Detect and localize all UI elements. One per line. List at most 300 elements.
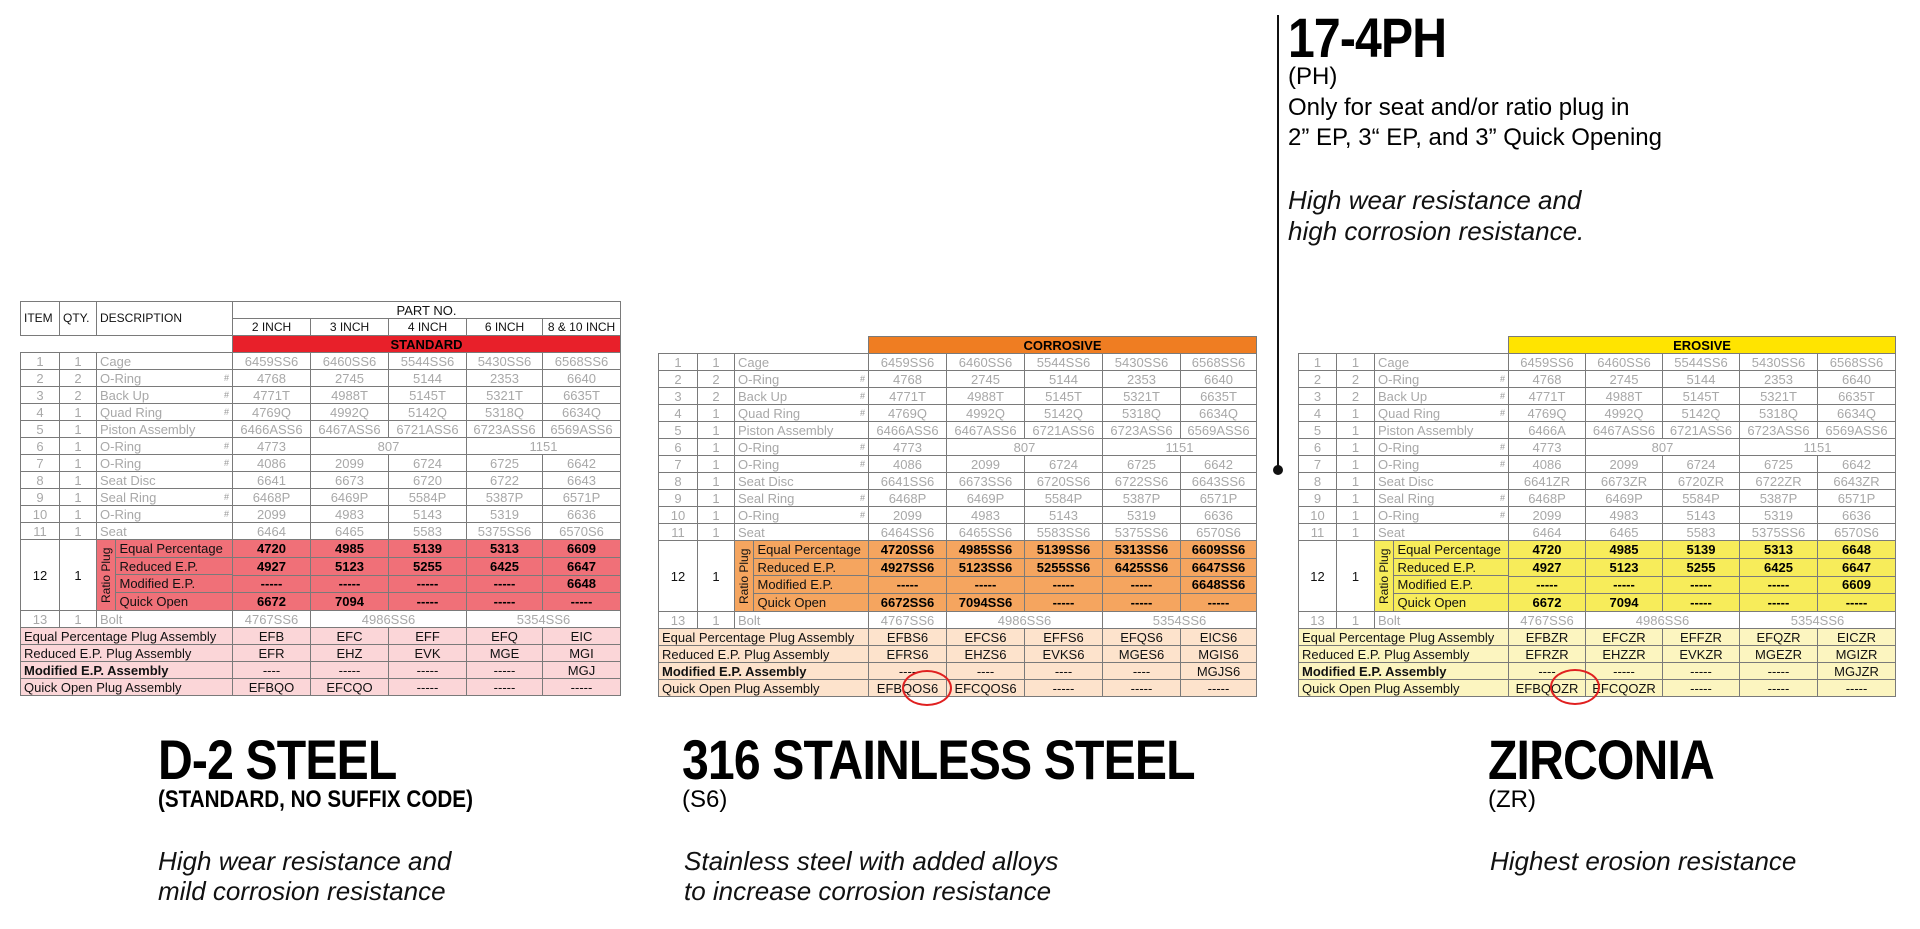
assembly-code: MGJS6 xyxy=(1181,663,1257,680)
part-description-label: Seat Disc xyxy=(100,472,156,488)
item-number: 8 xyxy=(1299,473,1337,490)
part-description-label: Seat Disc xyxy=(1378,473,1434,489)
assembly-row xyxy=(21,662,621,679)
quantity: 1 xyxy=(1337,541,1375,612)
part-number: 4992Q xyxy=(1586,405,1663,422)
part-number: 6459SS6 xyxy=(1509,354,1586,371)
part-number: 5583 xyxy=(389,523,467,540)
table-row xyxy=(21,404,621,421)
part-number: 4773 xyxy=(1509,439,1586,456)
part-number: 6635T xyxy=(1181,388,1257,405)
part-number: 5255 xyxy=(389,557,467,575)
part-number: ----- xyxy=(1509,576,1586,594)
item-number: 10 xyxy=(21,506,60,523)
part-number: 6425 xyxy=(1740,558,1818,576)
assembly-code: EFBQOZR xyxy=(1509,680,1586,697)
assembly-code: ----- xyxy=(1740,663,1818,680)
part-number: 6571P xyxy=(1818,490,1896,507)
table-row xyxy=(1299,388,1896,405)
part-number: 6648 xyxy=(1818,541,1896,559)
header-size: 6 INCH xyxy=(467,319,543,336)
assembly-code: ----- xyxy=(1663,663,1740,680)
ratio-plug-type: Equal Percentage xyxy=(753,541,868,558)
part-number: 6721ASS6 xyxy=(1025,422,1103,439)
part-number: 6721ASS6 xyxy=(389,421,467,438)
part-description-label: Seal Ring xyxy=(1378,490,1435,506)
part-number: ----- xyxy=(1181,594,1257,612)
part-description-label: O-Ring xyxy=(738,507,780,523)
highlight-circle xyxy=(902,670,952,706)
spare-part-marker: # xyxy=(1499,373,1505,384)
assembly-code: EFBZR xyxy=(1509,629,1586,646)
part-number: 4927 xyxy=(1509,558,1586,576)
part-number: 5313SS6 xyxy=(1103,541,1181,559)
table-body xyxy=(659,354,1257,697)
item-number: 11 xyxy=(21,523,60,540)
part-number: 5142Q xyxy=(1025,405,1103,422)
ratio-plug-type: Reduced E.P. xyxy=(115,557,232,575)
item-number: 13 xyxy=(21,611,60,628)
part-number: 5142Q xyxy=(1663,405,1740,422)
part-number: ----- xyxy=(543,593,621,611)
assembly-code: EFCQOZR xyxy=(1586,680,1663,697)
part-description-label: Seat xyxy=(738,524,765,540)
header-item: ITEM xyxy=(21,302,60,336)
part-number: 6609SS6 xyxy=(1181,541,1257,559)
assembly-row xyxy=(1299,663,1896,680)
assembly-code: MGE xyxy=(467,645,543,662)
part-number: 4771T xyxy=(869,388,947,405)
part-number: 6465 xyxy=(1586,524,1663,541)
ratio-plug-type: Equal Percentage xyxy=(1393,541,1508,558)
assembly-code: ---- xyxy=(947,663,1025,680)
table-row xyxy=(1299,456,1896,473)
assembly-code: ----- xyxy=(1025,680,1103,697)
part-number: 6721ASS6 xyxy=(1663,422,1740,439)
quantity: 1 xyxy=(60,455,97,472)
part-number: 2745 xyxy=(311,370,389,387)
quantity: 1 xyxy=(1337,507,1375,524)
table-body xyxy=(1299,354,1896,697)
assembly-code: MGES6 xyxy=(1103,646,1181,663)
ratio-plug-group xyxy=(735,541,869,612)
assembly-label: Equal Percentage Plug Assembly xyxy=(1299,629,1509,646)
assembly-label: Quick Open Plug Assembly xyxy=(659,680,869,697)
table-row xyxy=(659,612,1257,629)
header-size: 4 INCH xyxy=(389,319,467,336)
header-size: 3 INCH xyxy=(311,319,389,336)
quantity: 1 xyxy=(1337,524,1375,541)
part-number: 6720 xyxy=(389,472,467,489)
part-description xyxy=(735,456,869,473)
part-number: ----- xyxy=(233,575,311,593)
part-number: 6571P xyxy=(1181,490,1257,507)
part-number: 5318Q xyxy=(1103,405,1181,422)
part-description xyxy=(97,455,233,472)
part-number: 1151 xyxy=(467,438,621,455)
parts-table-standard xyxy=(20,301,621,696)
part-description-label: Back Up xyxy=(738,388,788,404)
ratio-plug-type: Quick Open xyxy=(1397,595,1467,611)
part-number: 6469P xyxy=(1586,490,1663,507)
part-number: 6643 xyxy=(543,472,621,489)
part-description-label: O-Ring xyxy=(738,371,780,387)
table-row xyxy=(1299,507,1896,524)
part-number: 5255SS6 xyxy=(1025,558,1103,576)
part-description xyxy=(735,439,869,456)
blank-cell xyxy=(698,337,735,354)
spare-part-marker: # xyxy=(223,406,229,417)
zirconia-title: ZIRCONIA xyxy=(1488,728,1714,791)
part-number: 6634Q xyxy=(1181,405,1257,422)
assembly-code: EVKS6 xyxy=(1025,646,1103,663)
part-number: 6643SS6 xyxy=(1181,473,1257,490)
part-number: 6724 xyxy=(1663,456,1740,473)
table-row xyxy=(21,353,621,370)
blank-cell xyxy=(60,336,97,353)
table-row xyxy=(21,455,621,472)
part-description-label: Piston Assembly xyxy=(738,422,834,438)
blank-cell xyxy=(1299,337,1337,354)
part-number: 4769Q xyxy=(1509,405,1586,422)
assembly-row xyxy=(659,629,1257,646)
part-number: 2099 xyxy=(1509,507,1586,524)
part-number: 6568SS6 xyxy=(1181,354,1257,371)
quantity: 1 xyxy=(698,612,735,629)
part-number: 6642 xyxy=(1181,456,1257,473)
part-number: 1151 xyxy=(1740,439,1896,456)
part-number: 6723ASS6 xyxy=(1740,422,1818,439)
part-description xyxy=(735,473,869,490)
assembly-label: Reduced E.P. Plug Assembly xyxy=(21,645,233,662)
part-number: 2745 xyxy=(947,371,1025,388)
item-number: 2 xyxy=(21,370,60,387)
assembly-label: Equal Percentage Plug Assembly xyxy=(659,629,869,646)
part-number: 6465 xyxy=(311,523,389,540)
part-number: 6723ASS6 xyxy=(1103,422,1181,439)
table-row xyxy=(1299,490,1896,507)
part-number: 6464SS6 xyxy=(869,524,947,541)
assembly-code: ---- xyxy=(1103,663,1181,680)
part-number: 4771T xyxy=(1509,388,1586,405)
part-number: 2745 xyxy=(1586,371,1663,388)
part-number: 4988T xyxy=(947,388,1025,405)
item-number: 8 xyxy=(659,473,698,490)
spare-part-marker: # xyxy=(859,509,865,520)
header-description: DESCRIPTION xyxy=(97,302,233,336)
table-row xyxy=(21,421,621,438)
part-number: 6459SS6 xyxy=(869,354,947,371)
part-description-label: O-Ring xyxy=(100,438,142,454)
assembly-code: ----- xyxy=(1181,680,1257,697)
quantity: 1 xyxy=(698,473,735,490)
assembly-code: ---- xyxy=(1025,663,1103,680)
part-number: 6722ZR xyxy=(1740,473,1818,490)
part-number: ----- xyxy=(389,593,467,611)
assembly-code: EFR xyxy=(233,645,311,662)
part-number: ----- xyxy=(1103,594,1181,612)
part-number: 6460SS6 xyxy=(947,354,1025,371)
part-number: 6468P xyxy=(869,490,947,507)
assembly-label: Modified E.P. Assembly xyxy=(659,663,869,680)
part-number: 4720 xyxy=(1509,541,1586,559)
table-row xyxy=(21,506,621,523)
item-number: 8 xyxy=(21,472,60,489)
part-number: 6673SS6 xyxy=(947,473,1025,490)
part-description-label: O-Ring xyxy=(738,439,780,455)
item-number: 4 xyxy=(21,404,60,421)
part-number: 6636 xyxy=(1818,507,1896,524)
ss316-title: 316 STAINLESS STEEL xyxy=(682,728,1195,791)
assembly-code: EVKZR xyxy=(1663,646,1740,663)
part-number: 5142Q xyxy=(389,404,467,421)
part-description-label: Seal Ring xyxy=(100,489,157,505)
part-number: 5319 xyxy=(1740,507,1818,524)
part-number: 6467ASS6 xyxy=(947,422,1025,439)
part-number: 6672 xyxy=(233,593,311,611)
part-number: 4769Q xyxy=(869,405,947,422)
assembly-code: EFB xyxy=(233,628,311,645)
part-number: 6641SS6 xyxy=(869,473,947,490)
item-number: 6 xyxy=(21,438,60,455)
part-number: 6571P xyxy=(543,489,621,506)
parts-table-corrosive xyxy=(658,336,1257,697)
ratio-plug-row xyxy=(1299,541,1896,559)
d2-desc-line1: High wear resistance and xyxy=(158,846,452,876)
part-number: 6469P xyxy=(947,490,1025,507)
part-number: 4720SS6 xyxy=(869,541,947,559)
table-row xyxy=(1299,371,1896,388)
part-number: 6724 xyxy=(1025,456,1103,473)
table-row xyxy=(1299,422,1896,439)
assembly-code: EICS6 xyxy=(1181,629,1257,646)
part-number: 6672 xyxy=(1509,594,1586,612)
d2-subtitle: (STANDARD, NO SUFFIX CODE) xyxy=(158,786,473,813)
part-number: ----- xyxy=(1663,594,1740,612)
ratio-plug-type: Quick Open xyxy=(119,594,189,610)
part-number: 6460SS6 xyxy=(1586,354,1663,371)
ratio-plug-type: Modified E.P. xyxy=(1393,576,1508,594)
assembly-code: ----- xyxy=(543,679,621,696)
part-number: ----- xyxy=(869,576,947,594)
table-row xyxy=(659,456,1257,473)
part-number: ----- xyxy=(1818,594,1896,612)
item-number: 12 xyxy=(21,540,60,611)
part-description xyxy=(97,506,233,523)
part-description xyxy=(1375,439,1509,456)
assembly-label: Modified E.P. Assembly xyxy=(1299,663,1509,680)
ratio-plug-group xyxy=(1375,541,1509,612)
part-description: Bolt xyxy=(1375,612,1509,629)
part-number: 5145T xyxy=(1025,388,1103,405)
part-number: 4720 xyxy=(233,540,311,558)
quantity: 1 xyxy=(60,404,97,421)
part-number: ----- xyxy=(467,593,543,611)
d2-desc-line2: mild corrosion resistance xyxy=(158,876,446,906)
part-number: ----- xyxy=(1586,576,1663,594)
part-number: 5123SS6 xyxy=(947,558,1025,576)
part-number: 6636 xyxy=(543,506,621,523)
item-number: 7 xyxy=(21,455,60,472)
ratio-plug-type: Reduced E.P. xyxy=(1393,558,1508,576)
part-description xyxy=(735,371,869,388)
assembly-code: ----- xyxy=(1740,680,1818,697)
parts-table-erosive xyxy=(1298,336,1896,697)
part-number: ----- xyxy=(467,575,543,593)
spare-part-marker: # xyxy=(223,389,229,400)
spare-part-marker: # xyxy=(1499,441,1505,452)
quantity: 1 xyxy=(60,438,97,455)
callout-dot xyxy=(1273,465,1283,475)
zirconia-desc-line1: Highest erosion resistance xyxy=(1490,846,1797,876)
part-number: 2099 xyxy=(1586,456,1663,473)
part-number: 6642 xyxy=(1818,456,1896,473)
part-description xyxy=(97,387,233,404)
assembly-row xyxy=(21,628,621,645)
table-row xyxy=(1299,354,1896,371)
band-erosive: EROSIVE xyxy=(1509,337,1896,354)
part-number: 6466A xyxy=(1509,422,1586,439)
part-number: 6673ZR xyxy=(1586,473,1663,490)
assembly-code: EFQZR xyxy=(1740,629,1818,646)
table-row xyxy=(21,611,621,628)
item-number: 1 xyxy=(1299,354,1337,371)
part-number: ----- xyxy=(947,576,1025,594)
item-number: 7 xyxy=(659,456,698,473)
part-number: 807 xyxy=(947,439,1103,456)
part-number: 6724 xyxy=(389,455,467,472)
item-number: 1 xyxy=(659,354,698,371)
part-number: 6425SS6 xyxy=(1103,558,1181,576)
part-number: 5139 xyxy=(389,540,467,558)
quantity: 2 xyxy=(1337,388,1375,405)
table-row xyxy=(659,524,1257,541)
ph-desc-line2: high corrosion resistance. xyxy=(1288,216,1585,246)
table-row xyxy=(659,354,1257,371)
table-body xyxy=(21,353,621,696)
part-number: 6672SS6 xyxy=(869,594,947,612)
ph-note-line2: 2” EP, 3“ EP, and 3” Quick Opening xyxy=(1288,124,1663,151)
spare-part-marker: # xyxy=(859,373,865,384)
assembly-code: EFQ xyxy=(467,628,543,645)
assembly-code: EVK xyxy=(389,645,467,662)
assembly-code: EFFZR xyxy=(1663,629,1740,646)
assembly-code: EFCS6 xyxy=(947,629,1025,646)
part-number: ----- xyxy=(389,575,467,593)
part-description xyxy=(97,523,233,540)
part-number: 6642 xyxy=(543,455,621,472)
table-row xyxy=(659,422,1257,439)
assembly-label: Quick Open Plug Assembly xyxy=(1299,680,1509,697)
item-number: 10 xyxy=(1299,507,1337,524)
part-description xyxy=(97,421,233,438)
part-number: 2099 xyxy=(869,507,947,524)
assembly-code: ----- xyxy=(389,679,467,696)
table-row xyxy=(21,387,621,404)
part-number: 5584P xyxy=(1663,490,1740,507)
part-number: 2353 xyxy=(467,370,543,387)
part-description-label: O-Ring xyxy=(1378,507,1420,523)
part-number: 5375SS6 xyxy=(1740,524,1818,541)
table-row xyxy=(659,507,1257,524)
assembly-code: EFCZR xyxy=(1586,629,1663,646)
spare-part-marker: # xyxy=(859,441,865,452)
part-number: 5145T xyxy=(1663,388,1740,405)
part-number: 5387P xyxy=(467,489,543,506)
part-number: 6570S6 xyxy=(543,523,621,540)
part-number: ----- xyxy=(1740,594,1818,612)
d2-title: D-2 STEEL xyxy=(158,728,397,791)
quantity: 1 xyxy=(698,354,735,371)
part-number: 6464 xyxy=(233,523,311,540)
quantity: 1 xyxy=(60,472,97,489)
part-description-label: Piston Assembly xyxy=(100,421,196,437)
assembly-code: EFQS6 xyxy=(1103,629,1181,646)
part-number: ----- xyxy=(1103,576,1181,594)
item-number: 11 xyxy=(659,524,698,541)
part-description xyxy=(735,507,869,524)
part-number: 2099 xyxy=(233,506,311,523)
assembly-code: MGJ xyxy=(543,662,621,679)
part-description xyxy=(1375,354,1509,371)
part-number: 5313 xyxy=(1740,541,1818,559)
quantity: 1 xyxy=(698,439,735,456)
part-number: ----- xyxy=(1740,576,1818,594)
part-number: 6725 xyxy=(1103,456,1181,473)
quantity: 1 xyxy=(1337,490,1375,507)
part-number: 6722 xyxy=(467,472,543,489)
assembly-code: EHZ xyxy=(311,645,389,662)
part-description xyxy=(1375,507,1509,524)
item-number: 5 xyxy=(1299,422,1337,439)
assembly-row xyxy=(21,645,621,662)
part-number: 4086 xyxy=(1509,456,1586,473)
part-description xyxy=(735,422,869,439)
part-number: 5318Q xyxy=(1740,405,1818,422)
part-description xyxy=(735,354,869,371)
part-description-label: Quad Ring xyxy=(738,405,801,421)
quantity: 1 xyxy=(1337,422,1375,439)
part-number: 5354SS6 xyxy=(1103,612,1257,629)
part-number: 6636 xyxy=(1181,507,1257,524)
quantity: 1 xyxy=(698,490,735,507)
assembly-label: Modified E.P. Assembly xyxy=(21,662,233,679)
ratio-plug-row xyxy=(659,541,1257,559)
ss316-subtitle: (S6) xyxy=(682,786,728,813)
part-number: 4985 xyxy=(311,540,389,558)
part-number: 6568SS6 xyxy=(1818,354,1896,371)
part-number: 6425 xyxy=(467,557,543,575)
part-description xyxy=(735,490,869,507)
blank-cell xyxy=(1337,337,1375,354)
part-number: 6467ASS6 xyxy=(311,421,389,438)
quantity: 1 xyxy=(698,456,735,473)
part-number: 4985SS6 xyxy=(947,541,1025,559)
assembly-code: EFCQO xyxy=(311,679,389,696)
part-number: 6469P xyxy=(311,489,389,506)
part-number: 5318Q xyxy=(467,404,543,421)
item-number: 3 xyxy=(1299,388,1337,405)
part-number: 5583SS6 xyxy=(1025,524,1103,541)
ratio-plug-label: Ratio Plug xyxy=(735,541,753,611)
part-number: 1151 xyxy=(1103,439,1257,456)
assembly-code: ----- xyxy=(1586,663,1663,680)
item-number: 9 xyxy=(1299,490,1337,507)
table-row xyxy=(659,473,1257,490)
part-description-label: Cage xyxy=(738,354,770,370)
ratio-plug-group xyxy=(97,540,233,611)
part-number: 6635T xyxy=(1818,388,1896,405)
